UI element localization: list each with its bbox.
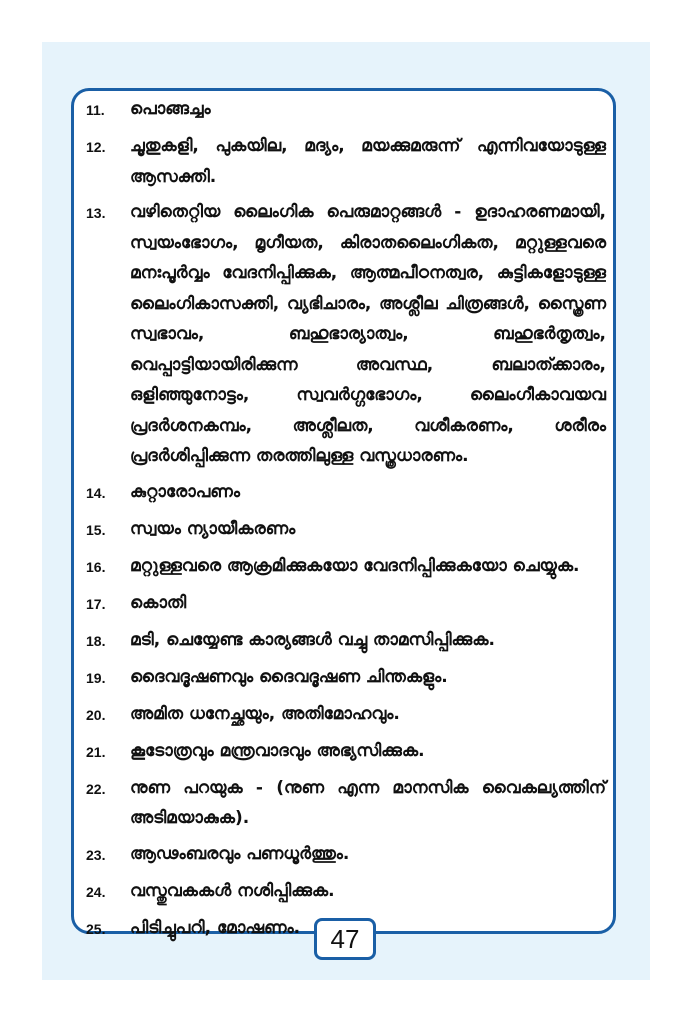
item-number: 20. (86, 706, 106, 723)
item-number: 21. (86, 743, 106, 760)
item-text: ദൈവദൂഷണവും ദൈവദൂഷണ ചിന്തകളും. (130, 666, 448, 687)
item-text: പിടിച്ചുപറി, മോഷണം. (130, 917, 301, 938)
item-number: 11. (86, 102, 105, 118)
item-text: സ്വയം ന്യായീകരണം (130, 518, 296, 539)
item-text: മറ്റുള്ളവരെ ആക്രമിക്കുകയോ വേദനിപ്പിക്കുകയോ ചെയ്യുക. (130, 555, 580, 576)
item-number: 17. (86, 595, 106, 612)
list-item (86, 662, 606, 694)
list-item (86, 736, 606, 768)
item-number: 16. (86, 558, 106, 575)
item-text: ചൂതുകളി, പുകയില, മദ്യം, മയക്കുമരുന്ന് എന്നിവയോടുള്ള ആസക്തി. (130, 136, 606, 187)
list-item (86, 699, 606, 731)
item-number: 18. (86, 632, 106, 649)
list-item (86, 197, 606, 472)
item-text: കുറ്റാരോപണം (130, 481, 240, 502)
item-text: മടി, ചെയ്യേണ്ട കാര്യങ്ങൾ വച്ചു താമസിപ്പിക്കുക. (130, 629, 495, 650)
item-number: 14. (86, 484, 106, 501)
list-item (86, 94, 606, 126)
list-item (86, 477, 606, 509)
list-item (86, 551, 606, 583)
list-item (86, 876, 606, 908)
item-number: 23. (86, 846, 106, 863)
numbered-list (86, 94, 606, 950)
item-text: അമിത ധനേച്ഛയും, അതിമോഹവും. (130, 703, 400, 724)
item-text: പൊങ്ങച്ചം (130, 99, 211, 119)
item-text: വസ്തുവകകൾ നശിപ്പിക്കുക. (130, 880, 335, 901)
item-number: 22. (86, 780, 106, 797)
item-number: 15. (86, 521, 106, 538)
item-text: ആഢംബരവും പണധൂർത്തും. (130, 843, 350, 864)
list-item (86, 625, 606, 657)
item-text: കൊതി (130, 592, 187, 613)
item-text: നുണ പറയുക - (നുണ എന്ന മാനസിക വൈകല്യത്തിന് അടിമയാകുക). (130, 777, 606, 828)
item-text: കൂടോത്രവും മന്ത്രവാദവും അഭ്യസിക്കുക. (130, 740, 425, 761)
list-item (86, 514, 606, 546)
item-text: വഴിതെറ്റിയ ലൈംഗിക പെരുമാറ്റങ്ങൾ - ഉദാഹരണമായി, സ്വയംഭോഗം, മൃഗീയത, കിരാതലൈംഗികത, മറ്റുള്ളവരെ മനഃപൂർവ്വം വേദനിപ്പിക്കുക, ആത്മപീഠനത്വര, കുട്ടികളോടുള്ള ലൈംഗികാസക്തി, വ്യഭിചാരം, അശ്ലീല ചിത്രങ്ങൾ, സ്ത്രൈണ സ്വഭാവം, ബഹുഭാര്യാത്വം, ബഹുഭർതൃത്വം, വെപ്പാട്ടിയായിരിക്കുന്ന അവസ്ഥ, ബലാത്ക്കാരം, ഒളിഞ്ഞുനോട്ടം, സ്വവർഗ്ഗഭോഗം, ലൈംഗീകാവയവ പ്രദർശനകമ്പം, അശ്ലീലത, വശീകരണം, ശരീരം പ്രദർശിപ്പിക്കുന്ന തരത്തിലുള്ള വസ്ത്രധാരണം. (130, 202, 606, 466)
page-number: 47 (314, 918, 376, 960)
list-item (86, 588, 606, 620)
item-number: 24. (86, 883, 106, 900)
item-number: 19. (86, 669, 106, 686)
list-item (86, 773, 606, 834)
item-number: 25. (86, 920, 106, 937)
item-number: 12. (86, 139, 106, 155)
list-item (86, 839, 606, 871)
list-item (86, 131, 606, 192)
item-number: 13. (86, 205, 106, 221)
